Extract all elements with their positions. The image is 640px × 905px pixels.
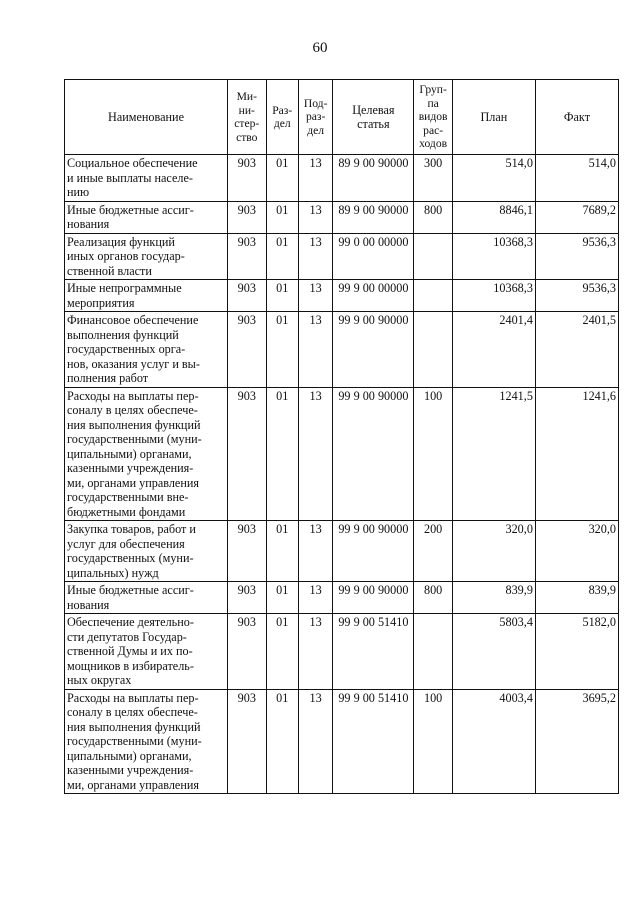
col-header-target: Целевая статья (333, 80, 414, 155)
cell-target: 89 9 00 90000 (333, 155, 414, 202)
cell-group: 800 (414, 582, 452, 614)
cell-subsection: 13 (298, 387, 332, 521)
cell-plan: 10368,3 (452, 233, 535, 280)
cell-group: 100 (414, 387, 452, 521)
table-row (65, 387, 619, 521)
cell-fact: 3695,2 (535, 689, 618, 794)
cell-section: 01 (266, 201, 298, 233)
cell-name: Иные бюджетные ассиг- нования (65, 582, 228, 614)
cell-target: 99 9 00 90000 (333, 312, 414, 388)
cell-plan: 8846,1 (452, 201, 535, 233)
col-header-subsection: Под- раз- дел (298, 80, 332, 155)
page-number: 60 (312, 40, 328, 56)
cell-target: 99 9 00 00000 (333, 280, 414, 312)
cell-ministry: 903 (228, 614, 266, 690)
col-header-group: Груп- па видов рас- ходов (414, 80, 452, 155)
cell-name: Реализация функций иных органов государ- ственной власти (65, 233, 228, 280)
col-header-plan: План (452, 80, 535, 155)
cell-subsection: 13 (298, 201, 332, 233)
cell-target: 89 9 00 90000 (333, 201, 414, 233)
table-row (65, 614, 619, 690)
cell-target: 99 9 00 90000 (333, 521, 414, 582)
cell-section: 01 (266, 689, 298, 794)
cell-section: 01 (266, 233, 298, 280)
col-header-ministry: Ми- ни- стер- ство (228, 80, 266, 155)
cell-subsection: 13 (298, 521, 332, 582)
cell-ministry: 903 (228, 582, 266, 614)
cell-fact: 5182,0 (535, 614, 618, 690)
table-row (65, 233, 619, 280)
cell-plan: 320,0 (452, 521, 535, 582)
table-row (65, 312, 619, 388)
cell-ministry: 903 (228, 387, 266, 521)
cell-subsection: 13 (298, 614, 332, 690)
cell-name: Иные бюджетные ассиг- нования (65, 201, 228, 233)
table-row (65, 280, 619, 312)
cell-section: 01 (266, 312, 298, 388)
cell-subsection: 13 (298, 689, 332, 794)
cell-ministry: 903 (228, 312, 266, 388)
table-header-row (65, 80, 619, 155)
cell-plan: 5803,4 (452, 614, 535, 690)
cell-group: 100 (414, 689, 452, 794)
cell-fact: 1241,6 (535, 387, 618, 521)
cell-fact: 9536,3 (535, 233, 618, 280)
table-row (65, 521, 619, 582)
cell-plan: 2401,4 (452, 312, 535, 388)
cell-plan: 1241,5 (452, 387, 535, 521)
cell-group (414, 312, 452, 388)
cell-subsection: 13 (298, 312, 332, 388)
cell-subsection: 13 (298, 155, 332, 202)
cell-section: 01 (266, 521, 298, 582)
table-row (65, 201, 619, 233)
cell-fact: 514,0 (535, 155, 618, 202)
cell-group (414, 233, 452, 280)
table-row (65, 582, 619, 614)
cell-subsection: 13 (298, 582, 332, 614)
cell-ministry: 903 (228, 280, 266, 312)
table-row (65, 155, 619, 202)
cell-name: Расходы на выплаты пер- соналу в целях обеспече- ния выполнения функций государственными (муни- ципальными) органами, казенными учреждения- ми, органами управления (65, 689, 228, 794)
cell-section: 01 (266, 155, 298, 202)
cell-ministry: 903 (228, 155, 266, 202)
cell-section: 01 (266, 582, 298, 614)
table-row (65, 689, 619, 794)
cell-target: 99 9 00 51410 (333, 614, 414, 690)
cell-plan: 514,0 (452, 155, 535, 202)
cell-plan: 4003,4 (452, 689, 535, 794)
cell-section: 01 (266, 387, 298, 521)
cell-fact: 2401,5 (535, 312, 618, 388)
cell-name: Расходы на выплаты пер- соналу в целях обеспече- ния выполнения функций государственными (муни- ципальными) органами, казенными учреждения- ми, органами управления государственными вне- бюджетными фондами (65, 387, 228, 521)
budget-table (64, 79, 619, 794)
cell-target: 99 9 00 51410 (333, 689, 414, 794)
cell-ministry: 903 (228, 521, 266, 582)
cell-group (414, 614, 452, 690)
cell-plan: 10368,3 (452, 280, 535, 312)
cell-name: Иные непрограммные мероприятия (65, 280, 228, 312)
col-header-fact: Факт (535, 80, 618, 155)
cell-group: 300 (414, 155, 452, 202)
col-header-section: Раз- дел (266, 80, 298, 155)
cell-target: 99 9 00 90000 (333, 582, 414, 614)
cell-name: Финансовое обеспечение выполнения функций государственных орга- нов, оказания услуг и вы- полнения работ (65, 312, 228, 388)
cell-target: 99 9 00 90000 (333, 387, 414, 521)
cell-group: 800 (414, 201, 452, 233)
cell-target: 99 0 00 00000 (333, 233, 414, 280)
cell-name: Обеспечение деятельно- сти депутатов Государ- ственной Думы и их по- мощников в избиратель- ных округах (65, 614, 228, 690)
cell-group: 200 (414, 521, 452, 582)
cell-ministry: 903 (228, 233, 266, 280)
cell-ministry: 903 (228, 689, 266, 794)
cell-subsection: 13 (298, 233, 332, 280)
cell-plan: 839,9 (452, 582, 535, 614)
cell-name: Социальное обеспечение и иные выплаты населе- нию (65, 155, 228, 202)
cell-fact: 320,0 (535, 521, 618, 582)
cell-ministry: 903 (228, 201, 266, 233)
cell-fact: 7689,2 (535, 201, 618, 233)
cell-fact: 839,9 (535, 582, 618, 614)
cell-subsection: 13 (298, 280, 332, 312)
col-header-name: Наименование (65, 80, 228, 155)
cell-section: 01 (266, 614, 298, 690)
cell-section: 01 (266, 280, 298, 312)
cell-group (414, 280, 452, 312)
cell-fact: 9536,3 (535, 280, 618, 312)
cell-name: Закупка товаров, работ и услуг для обеспечения государственных (муни- ципальных) нужд (65, 521, 228, 582)
